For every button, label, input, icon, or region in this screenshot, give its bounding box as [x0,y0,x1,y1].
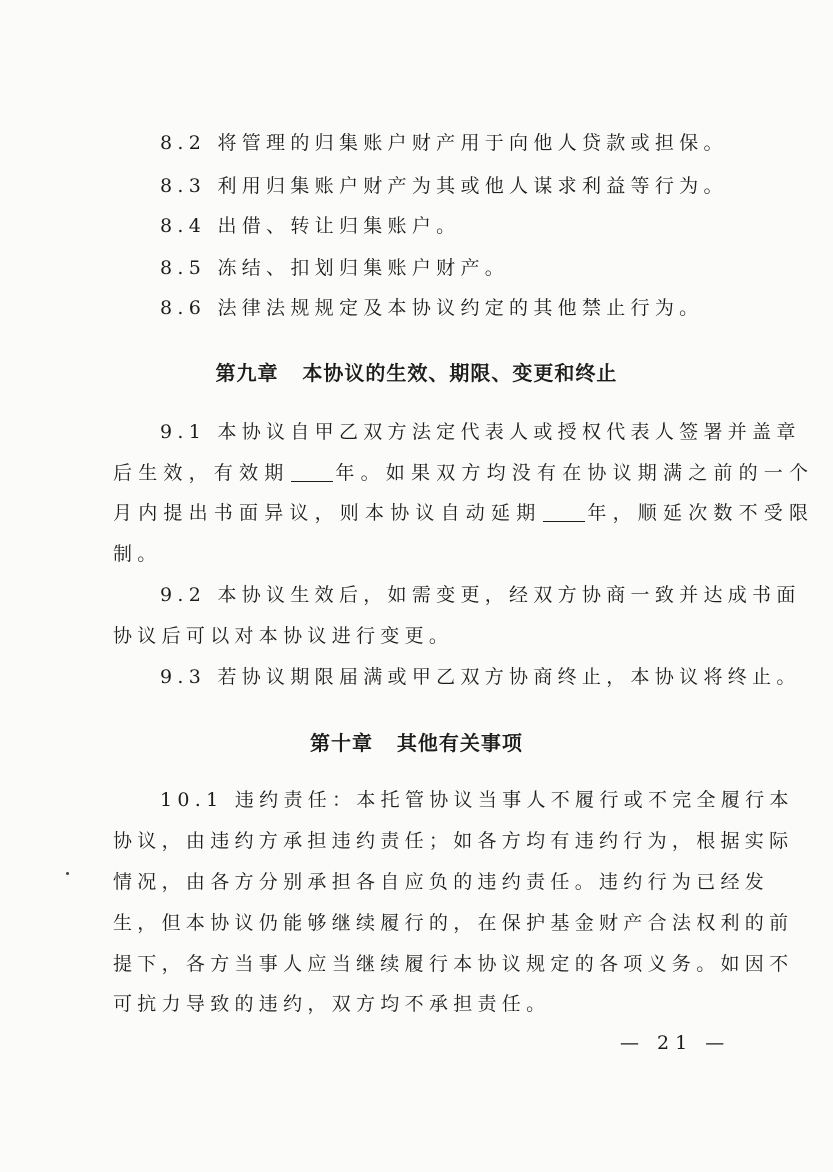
chapter-9-heading: 第九章 本协议的生效、期限、变更和终止 [215,361,618,385]
clause-8-2: 8.2 将管理的归集账户财产用于向他人贷款或担保。 [160,132,728,154]
scan-speck [66,872,69,875]
clause-9-1-text-a: 后生效，有效期 [113,462,290,484]
page-number: — 21 — [620,1032,731,1054]
clause-8-4: 8.4 出借、转让归集账户。 [160,215,461,237]
clause-9-2-line-1: 9.2 本协议生效后，如需变更，经双方协商一致并达成书面 [160,584,801,606]
clause-10-1-line-4: 生，但本协议仍能够继续履行的，在保护基金财产合法权利的前 [113,912,794,934]
chapter-10-heading: 第十章 其他有关事项 [310,731,523,755]
clause-9-1-text-c: 月内提出书面异议，则本协议自动延期 [113,502,542,524]
clause-9-1-text-d: 年，顺延次数不受限 [587,502,815,524]
clause-10-1-line-1: 10.1 违约责任：本托管协议当事人不履行或不完全履行本 [160,789,794,811]
clause-9-3: 9.3 若协议期限届满或甲乙双方协商终止，本协议将终止。 [160,666,801,688]
clause-8-3: 8.3 利用归集账户财产为其或他人谋求利益等行为。 [160,175,728,197]
clause-10-1-line-2: 协议，由违约方承担违约责任；如各方均有违约行为，根据实际 [113,830,794,852]
validity-years-blank [291,461,333,482]
clause-10-1-line-3: 情况，由各方分别承担各自应负的违约责任。违约行为已经发 [113,871,770,893]
clause-9-2-line-2: 协议后可以对本协议进行变更。 [113,625,454,647]
clause-9-1-line-4: 制。 [113,543,162,565]
clause-9-1-line-3 [113,501,814,525]
clause-9-1-line-1: 9.1 本协议自甲乙双方法定代表人或授权代表人签署并盖章 [160,421,801,443]
clause-10-1-line-6: 可抗力导致的违约，双方均不承担责任。 [113,993,551,1015]
clause-8-5: 8.5 冻结、扣划归集账户财产。 [160,257,510,279]
extension-years-blank [543,501,585,522]
clause-10-1-line-5: 提下，各方当事人应当继续履行本协议规定的各项义务。如因不 [113,953,794,975]
clause-9-1-line-2 [113,461,814,485]
clause-8-6: 8.6 法律法规规定及本协议约定的其他禁止行为。 [160,297,704,319]
clause-9-1-text-b: 年。如果双方均没有在协议期满之前的一个 [335,462,815,484]
